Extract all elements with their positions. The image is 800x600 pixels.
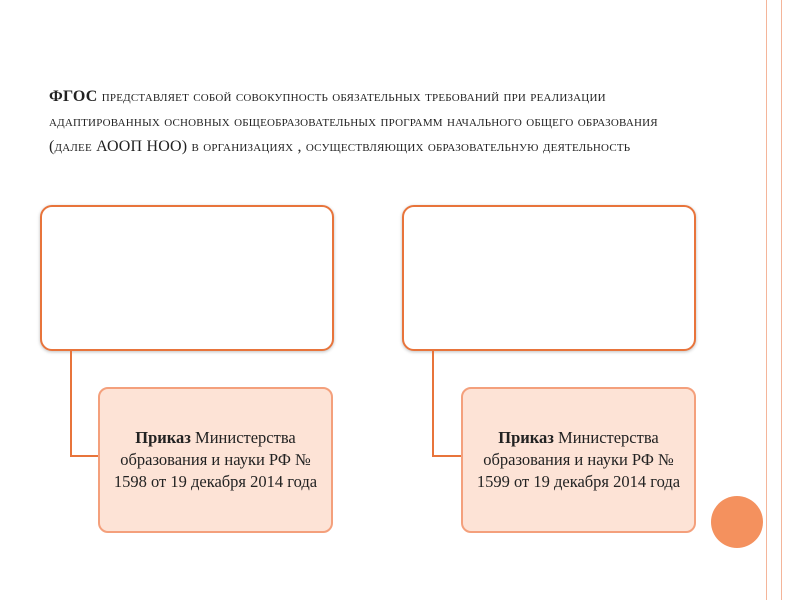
left-connector-vertical (70, 350, 72, 457)
frame-line-right (781, 0, 782, 600)
decorative-circle (711, 496, 763, 548)
right-connector-horizontal (432, 455, 462, 457)
slide-heading (49, 84, 659, 159)
heading-text: представляет собой совокупность обязательных требований при реализации адаптированных основных общеобразовательных программ начального общего образования (далее АООП НОО) в организациях , осуществляющих образовательную деятельность (49, 88, 658, 155)
heading-bold: ФГОС (49, 88, 98, 105)
right-order-bold: Приказ (498, 428, 554, 447)
frame-line-left (766, 0, 767, 600)
left-order-bold: Приказ (135, 428, 191, 447)
left-order-text: Министерства образования и науки РФ № 1598 от 19 декабря 2014 года (113, 428, 318, 491)
right-order-text: Министерства образования и науки РФ № 1599 от 19 декабря 2014 года (476, 428, 681, 491)
right-connector-vertical (432, 350, 434, 457)
left-top-box (40, 205, 334, 351)
left-order-box (98, 387, 333, 533)
left-connector-horizontal (70, 455, 100, 457)
right-top-box (402, 205, 696, 351)
right-order-box (461, 387, 696, 533)
